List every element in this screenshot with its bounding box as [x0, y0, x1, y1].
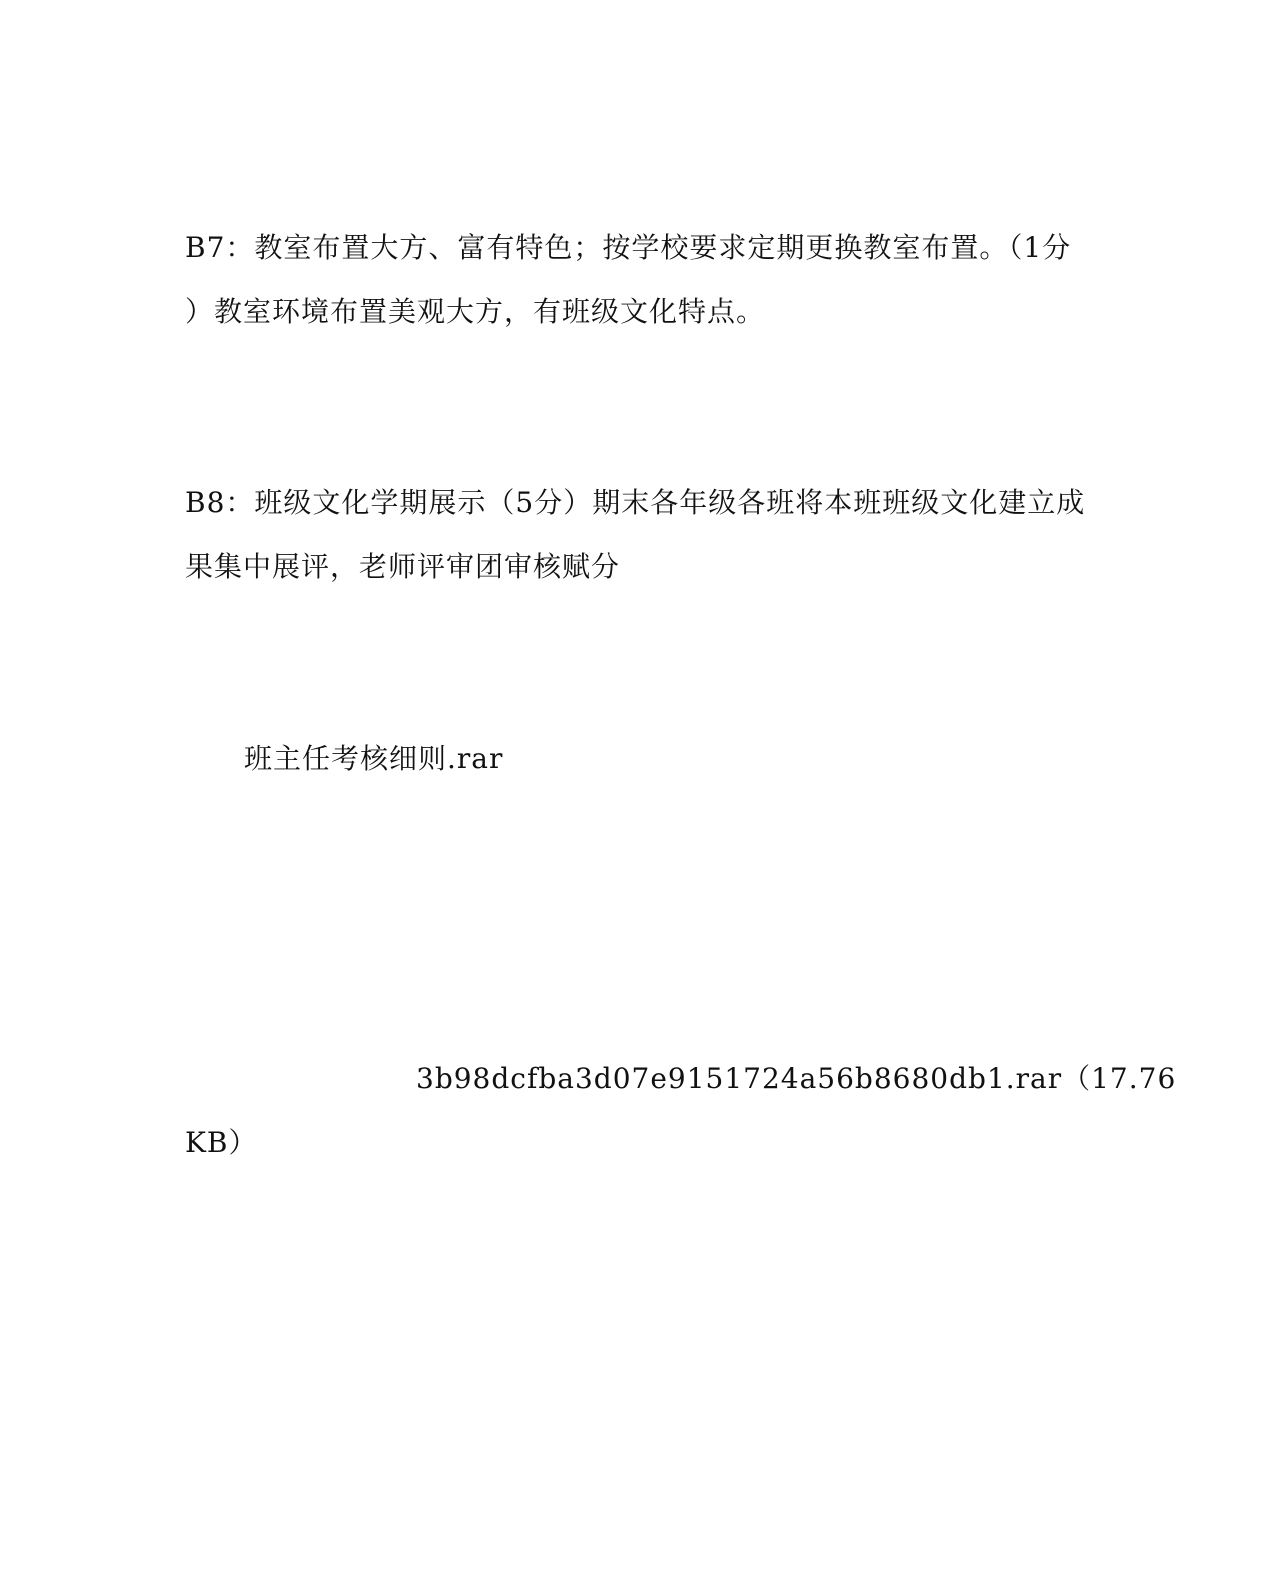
b7-line-2: ）教室环境布置美观大方，有班级文化特点。	[185, 295, 766, 328]
attachment-file-size: KB）	[185, 1126, 258, 1159]
b7-line-1: B7：教室布置大方、富有特色；按学校要求定期更换教室布置。（1分	[185, 231, 1072, 264]
b8-line-2: 果集中展评，老师评审团审核赋分	[185, 550, 621, 583]
attachment-title[interactable]: 班主任考核细则.rar	[244, 742, 504, 775]
b8-line-1: B8：班级文化学期展示（5分）期末各年级各班将本班班级文化建立成	[185, 486, 1086, 519]
attachment-file-link[interactable]: 3b98dcfba3d07e9151724a56b8680db1.rar（17.76	[416, 1062, 1177, 1095]
